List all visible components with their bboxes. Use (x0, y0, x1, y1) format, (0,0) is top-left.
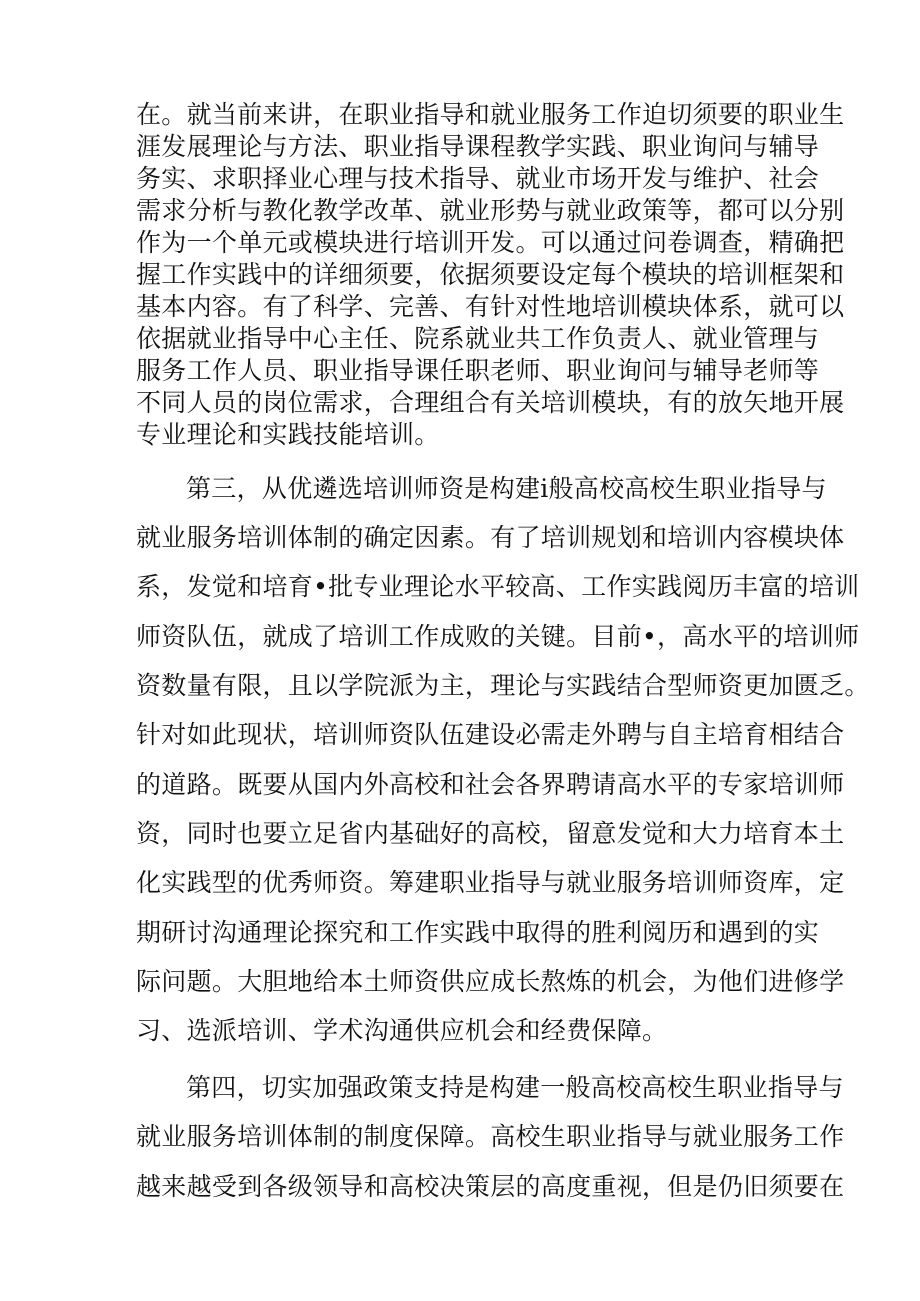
text-line: 在。就当前来讲，在职业指导和就业服务工作迫切须要的职业生 (136, 100, 845, 129)
text-line: 依据就业指导中心主任、院系就业共工作负责人、就业管理与 (136, 324, 820, 353)
text-line: 习、选派培训、学术沟通供应机会和经费保障。 (136, 1016, 668, 1045)
text-line: 资数量有限，且以学院派为主，理论与实践结合型师资更加匮乏。 (136, 671, 870, 700)
text-line: 期研讨沟通理论探究和工作实践中取得的胜利阅历和遇到的实 (136, 918, 820, 947)
text-line: 就业服务培训体制的确定因素。有了培训规划和培训内容模块体 (136, 523, 845, 552)
text-line: 针对如此现状，培训师资队伍建设必需走外聘与自主培育相结合 (136, 720, 845, 749)
text-line: 需求分析与教化教学改革、就业形势与就业政策等，都可以分别 (136, 196, 845, 225)
text-line: 第四，切实加强政策支持是构建一般高校高校生职业指导与 (186, 1073, 844, 1102)
text-line: 务实、求职择业心理与技术指导、就业市场开发与维护、社会 (136, 164, 820, 193)
text-line: 服务工作人员、职业指导课任职老师、职业询问与辅导老师等 (136, 356, 820, 385)
text-line: 师资队伍，就成了培训工作成败的关键。目前•，高水平的培训师 (136, 622, 860, 651)
text-line: 涯发展理论与方法、职业指导课程教学实践、职业询问与辅导 (136, 132, 820, 161)
text-line: 第三，从优遴选培训师资是构建i般高校高校生职业指导与 (186, 474, 827, 503)
text-line: 越来越受到各级领导和高校决策层的高度重视，但是仍旧须要在 (136, 1172, 845, 1201)
text-line: 基本内容。有了科学、完善、有针对性地培训模块体系，就可以 (136, 292, 845, 321)
text-line: 系，发觉和培育•批专业理论水平较高、工作实践阅历丰富的培训 (136, 572, 860, 601)
text-line: 不同人员的岗位需求，合理组合有关培训模块，有的放矢地开展 (136, 388, 845, 417)
text-line: 资，同时也要立足省内基础好的高校，留意发觉和大力培育本土 (136, 819, 845, 848)
text-line: 化实践型的优秀师资。筹建职业指导与就业服务培训师资库，定 (136, 868, 845, 897)
text-line: 作为一个单元或模块进行培训开发。可以通过问卷调查，精确把 (136, 228, 845, 257)
text-line: 就业服务培训体制的制度保障。高校生职业指导与就业服务工作 (136, 1122, 845, 1151)
text-line: 际问题。大胆地给本土师资供应成长熬炼的机会，为他们进修学 (136, 967, 845, 996)
text-line: 握工作实践中的详细须要，依据须要设定每个模块的培训框架和 (136, 260, 845, 289)
text-line: 专业理论和实践技能培训。 (136, 420, 440, 449)
text-line: 的道路。既要从国内外高校和社会各界聘请高水平的专家培训师 (136, 770, 845, 799)
